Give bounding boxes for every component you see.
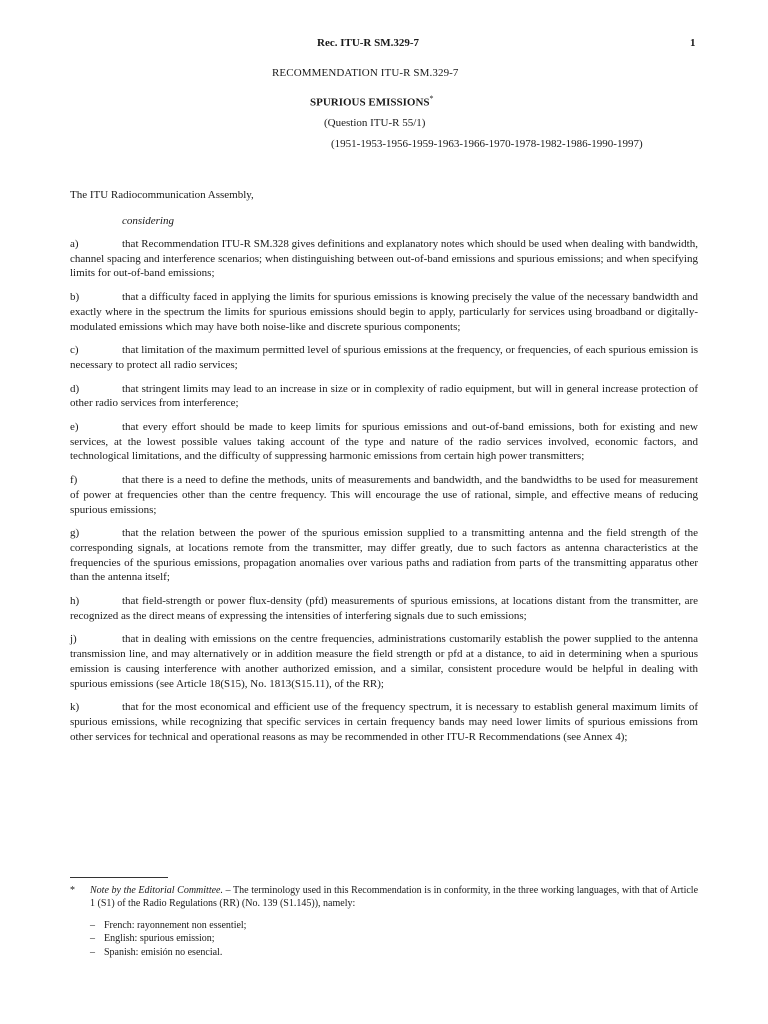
subject-text: SPURIOUS EMISSIONS — [310, 96, 430, 109]
footnote-lead: Note by the Editorial Committee. — [90, 885, 223, 896]
item-label: e) — [70, 421, 79, 434]
item-text: that for the most economical and efficient use of the frequency spectrum, it is necessary to establish general maximum limits of spurious emissions, while recognizing that specific services in certain frequency bands may need lower limits of spurious emissions from other services for technical and operational reasons as may be recommended in other ITU-R Recommendations (see Annex 4); — [70, 701, 698, 743]
item-label: k) — [70, 701, 80, 714]
question-reference: (Question ITU-R 55/1) — [324, 117, 426, 129]
item-label: h) — [70, 595, 80, 608]
item-label: a) — [70, 238, 79, 250]
footnote — [70, 884, 698, 959]
considering-heading: considering — [122, 215, 174, 227]
recommendation-title: RECOMMENDATION ITU-R SM.329-7 — [272, 67, 459, 79]
list-item — [70, 932, 698, 945]
item-text: that the relation between the power of the spurious emission supplied to a transmitting antenna and the field strength of the corresponding signals, at locations remote from the transmitter, may differ greatly, due to such factors as antenna characteristics at the frequencies of the spurious emissions, propagation anomalies over various paths and radiation from parts of the transmitting apparatus other than the antenna itself; — [70, 527, 698, 584]
footnote-body — [90, 884, 698, 911]
dash-bullet: – — [90, 919, 95, 931]
page-number: 1 — [690, 37, 696, 49]
considering-item — [70, 594, 698, 623]
list-item-text: English: spurious emission; — [104, 933, 215, 945]
item-label: f) — [70, 474, 78, 487]
item-text: that every effort should be made to keep limits for spurious emissions and out-of-band emissions, both for existing and new services, at the lowest possible values taking account of the type and nature of the radio services involved, economic factors, and technological limitations, and the difficulty of suppressing harmonic emissions from certain high power transmitters; — [70, 421, 698, 463]
item-text: that field-strength or power flux-density (pfd) measurements of spurious emissions, at locations distant from the transmitter, are recognized as the direct means of expressing the intensities of interfering signals due to such emissions; — [70, 595, 698, 622]
item-text: that limitation of the maximum permitted level of spurious emissions at the frequency, or frequencies, of each spurious emission is necessary to protect all radio services; — [70, 344, 698, 371]
list-item-text: French: rayonnement non essentiel; — [104, 919, 247, 931]
header-title: Rec. ITU-R SM.329-7 — [317, 37, 420, 49]
revision-years: (1951-1953-1956-1959-1963-1966-1970-1978-1982-1986-1990-1997) — [331, 138, 643, 150]
item-text: that Recommendation ITU-R SM.328 gives definitions and explanatory notes which should be used when dealing with bandwidth, channel spacing and interference scenarios; when distinguishing between out-of-band emissions and spurious emissions; and when specifying limits for out-of-band emissions; — [70, 238, 698, 280]
item-text: that a difficulty faced in applying the limits for spurious emissions is knowing precisely the value of the necessary bandwidth and exactly where in the spectrum the limits for spurious emissions should begin to apply, particularly for services using broadband or digitally-modulated emissions which may have both noise-like and discrete spurious components; — [70, 291, 698, 333]
recommendation-subject — [310, 94, 434, 109]
item-text: that stringent limits may lead to an increase in size or in complexity of radio equipment, but will in general increase protection of other radio services from interference; — [70, 382, 698, 410]
considering-item — [70, 382, 698, 411]
footnote-reference: * — [429, 94, 434, 103]
item-label: j) — [70, 633, 77, 646]
list-item — [70, 946, 698, 959]
considering-item — [70, 700, 698, 744]
footnote-text: – The terminology used in this Recommendation is in conformity, in the three working languages, with that of Article 1 (S1) of the Radio Regulations (RR) (No. 139 (S1.145)), namely: — [90, 885, 699, 910]
item-label: c) — [70, 344, 79, 357]
considering-item — [70, 420, 698, 464]
dash-bullet: – — [90, 946, 95, 958]
dash-bullet: – — [90, 933, 95, 945]
list-item — [70, 919, 698, 932]
considering-list — [70, 237, 698, 753]
considering-item — [70, 343, 698, 372]
footnote-divider — [70, 877, 168, 878]
item-label: g) — [70, 527, 80, 540]
considering-item — [70, 473, 698, 517]
assembly-line: The ITU Radiocommunication Assembly, — [70, 189, 254, 201]
item-label: b) — [70, 291, 80, 304]
considering-item — [70, 237, 698, 281]
item-text: that there is a need to define the methods, units of measurements and bandwidth, and the bandwidths to be used for measurement of power at frequencies other than the centre frequency. This will encourage the use of rational, simple, and effective means of reducing spurious emissions; — [70, 474, 698, 516]
list-item-text: Spanish: emisión no esencial. — [104, 946, 223, 958]
considering-item — [70, 632, 698, 691]
considering-item — [70, 526, 698, 585]
item-text: that in dealing with emissions on the centre frequencies, administrations customarily establish the power supplied to the antenna transmission line, and may alternatively or in addition measure the field strength or pfd at a distance, to aid in determining when a spurious emission is causing interference with another authorized emission, and a similar, consistent procedure would be helpful in dealing with spurious emissions (see Article 18(S15), No. 1813(S15.11), of the RR); — [70, 633, 698, 690]
item-label: d) — [70, 382, 80, 395]
considering-item — [70, 290, 698, 334]
footnote-marker: * — [70, 885, 75, 896]
footnote-language-list — [70, 919, 698, 959]
